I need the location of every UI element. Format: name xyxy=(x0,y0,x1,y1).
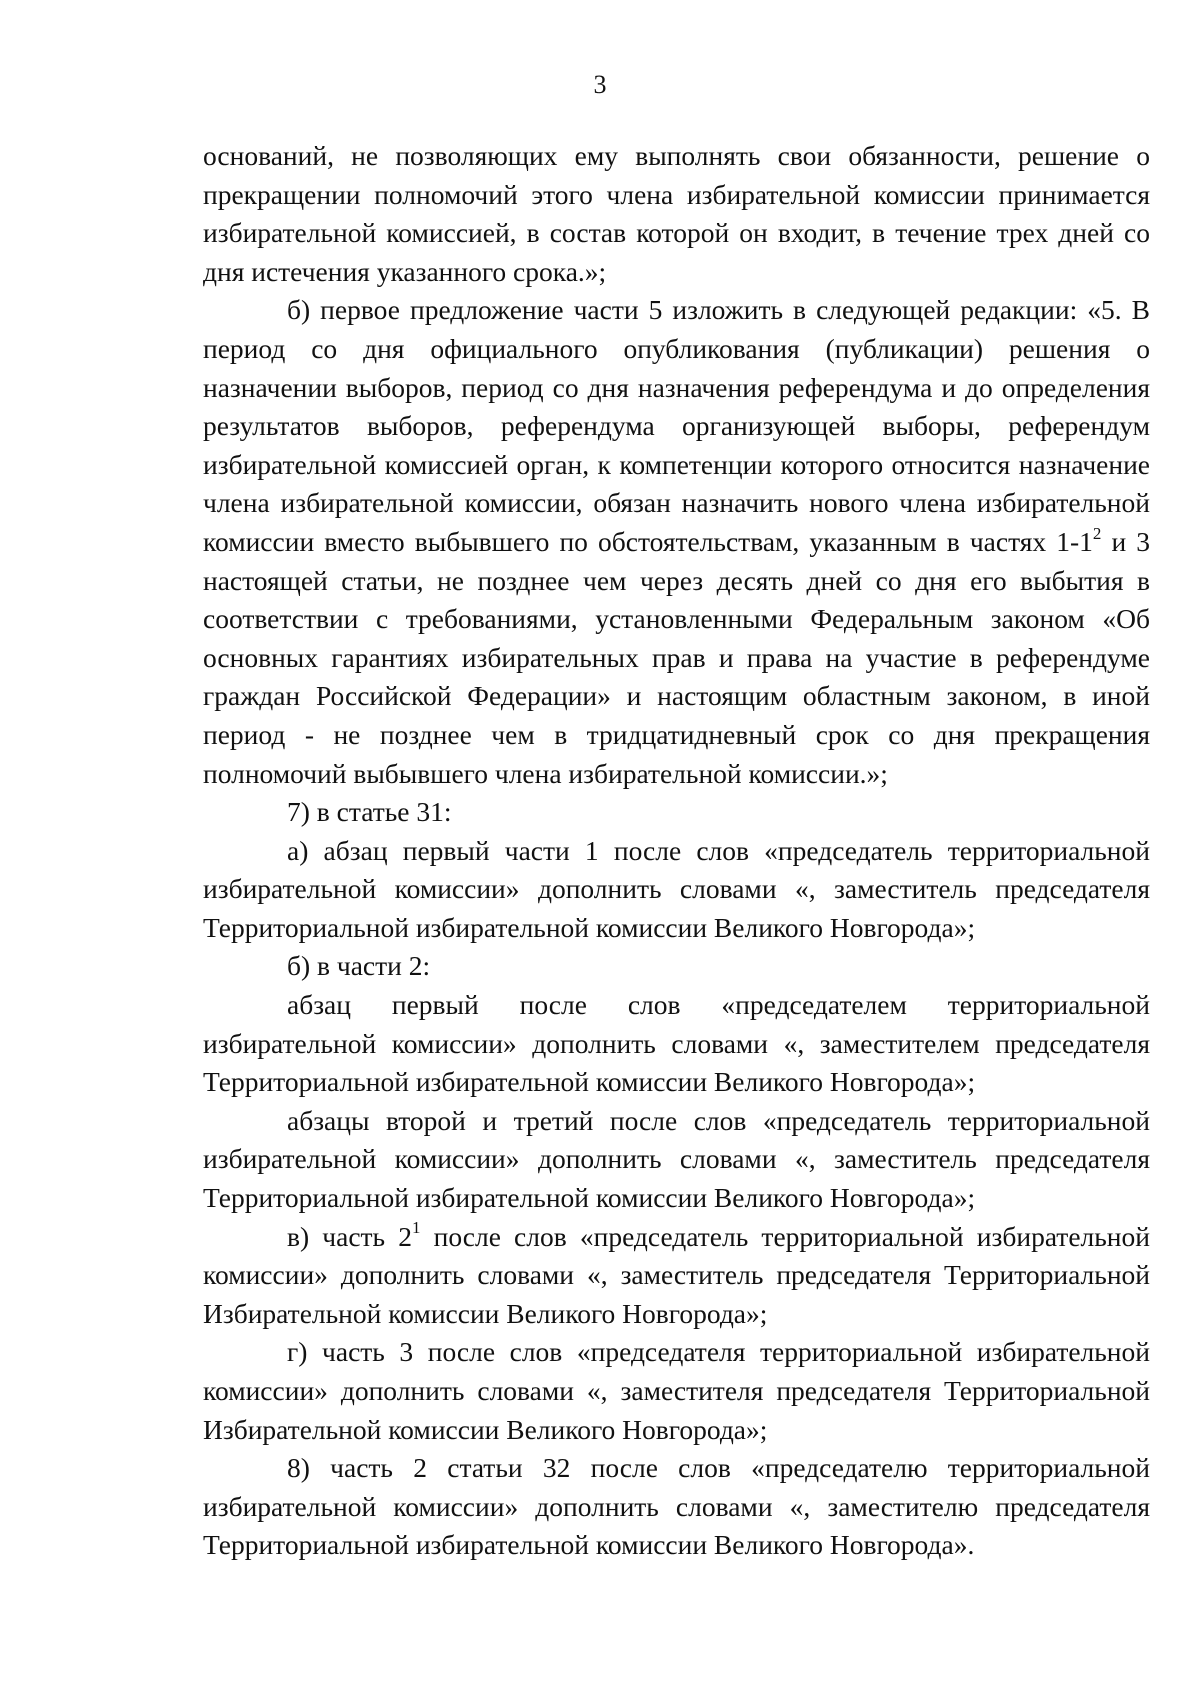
paragraph-text: в) часть 2 xyxy=(287,1220,412,1252)
superscript: 1 xyxy=(411,1218,421,1238)
paragraph-abzac-first xyxy=(203,986,1150,1102)
page-number: 3 xyxy=(593,70,607,99)
paragraph-item-g xyxy=(203,1333,1150,1449)
paragraph-text-after: после слов «председатель территориальной избирательной комиссии» дополнить словами «, заместитель председателя Территориальной Избирательной комиссии Великого Новгорода»; xyxy=(203,1220,1150,1329)
paragraph-text-after: и 3 настоящей статьи, не позднее чем через десять дней со дня его выбытия в соответствии с требованиями, установленными Федеральным законом «Об основных гарантиях избирательных прав и права на участие в референдуме граждан Российской Федерации» и настоящим областным законом, в иной период - не позднее чем в тридцатидневный срок со дня прекращения полномочий выбывшего члена избирательной комиссии.»; xyxy=(203,525,1150,789)
paragraph-item-b-part5 xyxy=(203,291,1150,793)
paragraph-text: б) в части 2: xyxy=(287,950,431,982)
paragraph-item-v xyxy=(203,1218,1150,1334)
paragraph-text: б) первое предложение части 5 изложить в следующей редакции: «5. В период со дня официального опубликования (публикации) решения о назначении выборов, период со дня назначения референдума и до определения результатов выборов, референдума организующей выборы, референдум избирательной комиссией орган, к компетенции которого относится назначение члена избирательной комиссии, обязан назначить нового члена избирательной комиссии вместо выбывшего по обстоятельствам, указанным в частях 1-1 xyxy=(203,294,1150,557)
paragraph-text: г) часть 3 после слов «председателя территориальной избирательной комиссии» дополнить словами «, заместителя председателя Территориальной Избирательной комиссии Великого Новгорода»; xyxy=(203,1336,1150,1445)
paragraph-text: абзац первый после слов «председателем территориальной избирательной комиссии» дополнить словами «, заместителем председателя Территориальной избирательной комиссии Великого Новгорода»; xyxy=(203,989,1150,1098)
paragraph-text: оснований, не позволяющих ему выполнять свои обязанности, решение о прекращении полномочий этого члена избирательной комиссии принимается избирательной комиссией, в состав которой он входит, в течение трех дней со дня истечения указанного срока.»; xyxy=(203,140,1150,287)
paragraph-text: абзацы второй и третий после слов «председатель территориальной избирательной комиссии» дополнить словами «, заместитель председателя Территориальной избирательной комиссии Великого Новгорода»; xyxy=(203,1104,1150,1214)
paragraph-continuation xyxy=(203,137,1150,291)
paragraph-abzacy-second-third xyxy=(203,1102,1150,1218)
document-body xyxy=(203,137,1150,1565)
paragraph-item-7 xyxy=(203,793,1150,832)
paragraph-text: 8) часть 2 статьи 32 после слов «председателю территориальной избирательной комиссии» дополнить словами «, заместителю председателя Территориальной избирательной комиссии Великого Новгорода». xyxy=(203,1452,1150,1561)
paragraph-item-b-part2 xyxy=(203,947,1150,986)
paragraph-item-a xyxy=(203,832,1150,948)
paragraph-item-8 xyxy=(203,1449,1150,1565)
superscript: 2 xyxy=(1092,523,1102,543)
paragraph-text: 7) в статье 31: xyxy=(287,796,452,828)
paragraph-text: а) абзац первый части 1 после слов «председатель территориальной избирательной комиссии» дополнить словами «, заместитель председателя Территориальной избирательной комиссии Великого Новгорода»; xyxy=(203,834,1150,943)
